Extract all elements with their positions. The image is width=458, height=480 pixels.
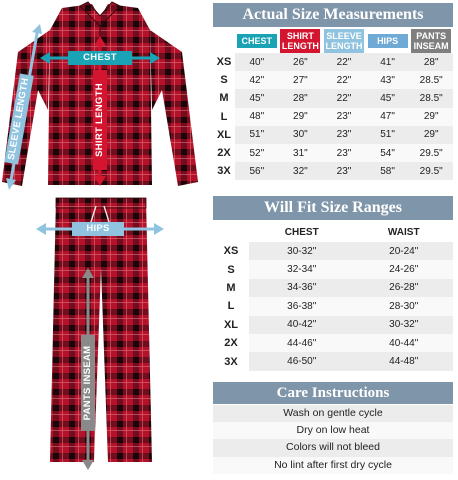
pants-inseam-label: PANTS INSEAM — [81, 335, 95, 431]
table-row: 2X 52" 31" 23" 54" 29.5" — [213, 144, 453, 162]
table-row: M 45" 28" 22" 45" 28.5" — [213, 89, 453, 107]
table-row: S 42" 27" 22" 43" 28.5" — [213, 71, 453, 89]
table-row: M 34-36" 26-28" — [213, 279, 453, 297]
header-pants-inseam: PANTS INSEAM — [411, 29, 451, 53]
right-sleeve — [150, 30, 198, 186]
list-item: Wash on gentle cycle — [213, 405, 453, 422]
table-row: 2X 44-46" 40-44" — [213, 334, 453, 352]
fit-range-table — [213, 222, 453, 371]
actual-size-table — [213, 29, 453, 180]
size-info-panel — [213, 0, 458, 475]
fit-header-chest: CHEST — [284, 226, 319, 238]
table-row: 3X 56" 32" 23" 58" 29.5" — [213, 162, 453, 180]
header-shirt-length: SHIRT LENGTH — [281, 31, 319, 51]
list-item: No lint after first dry cycle — [213, 457, 453, 474]
table-row: XS 40" 26" 22" 41" 28" — [213, 53, 453, 71]
pants — [50, 198, 152, 462]
actual-size-title: Actual Size Measurements — [213, 3, 453, 27]
hips-label: HIPS — [72, 222, 124, 236]
care-list — [213, 405, 453, 474]
sleeve-length-label: SLEEVE LENGTH — [4, 73, 33, 164]
table-row: XL 51" 30" 23" 51" 29" — [213, 126, 453, 144]
header-chest: CHEST — [237, 34, 277, 48]
table-row: XL 40-42" 30-32" — [213, 316, 453, 334]
table-row: L 36-38" 28-30" — [213, 297, 453, 315]
pajama-illustration — [0, 0, 210, 475]
table-row: 3X 46-50" 44-48" — [213, 352, 453, 370]
chest-label: CHEST — [68, 51, 132, 65]
list-item: Colors will not bleed — [213, 439, 453, 456]
header-sleeve-length: SLEEVE LENGTH — [325, 31, 363, 51]
list-item: Dry on low heat — [213, 422, 453, 439]
fit-header-waist: WAIST — [387, 226, 420, 238]
table-row: S 32-34" 24-26" — [213, 260, 453, 278]
table-row: L 48" 29" 23" 47" 29" — [213, 108, 453, 126]
fit-range-title: Will Fit Size Ranges — [213, 196, 453, 220]
header-hips: HIPS — [368, 34, 408, 48]
care-title: Care Instructions — [213, 382, 453, 404]
table-row: XS 30-32" 20-24" — [213, 242, 453, 260]
shirt-length-label: SHIRT LENGTH — [93, 70, 107, 170]
